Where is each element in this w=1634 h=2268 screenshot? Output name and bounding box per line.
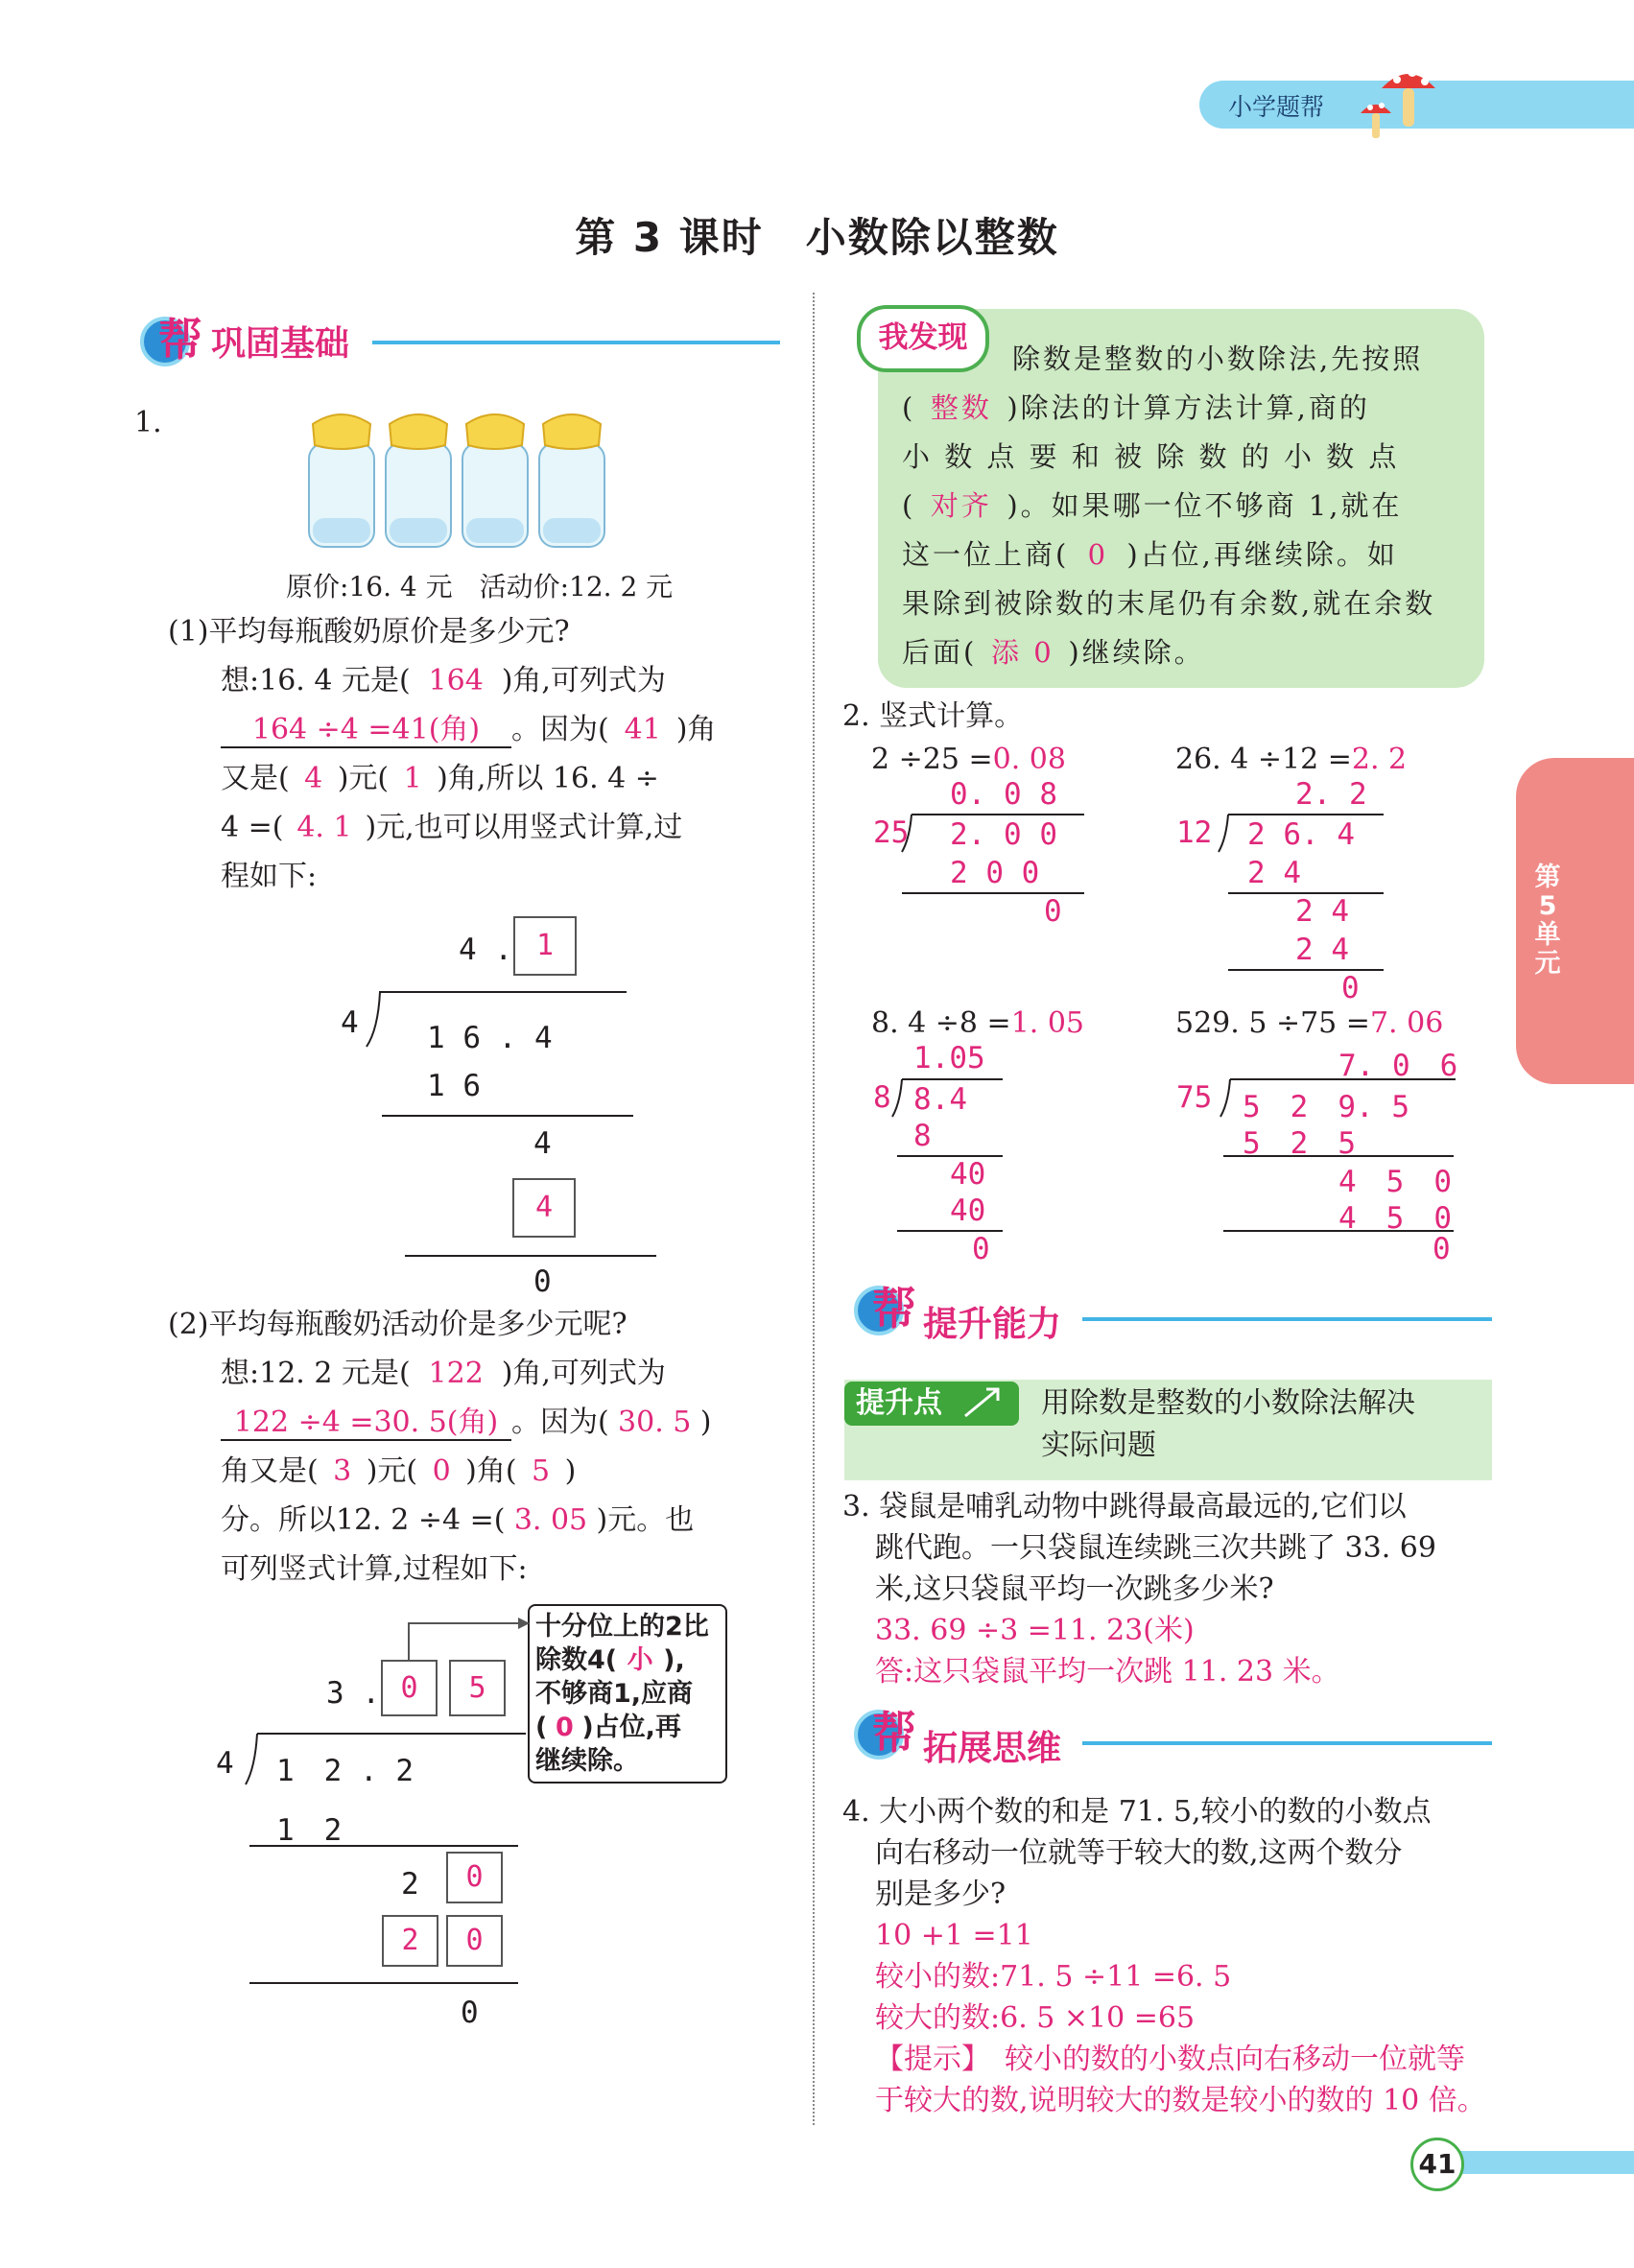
q2d-sub2: 4 5 0 xyxy=(1338,1201,1452,1236)
q2c-rem1: 40 xyxy=(950,1157,986,1192)
q2b-sub2: 2 4 xyxy=(1295,933,1349,967)
q2-title: 2. 竖式计算。 xyxy=(842,699,1024,733)
yogurt-jars-image xyxy=(305,405,612,554)
div2-dividend: 1 2 . 2 xyxy=(276,1754,414,1788)
column-divider xyxy=(813,293,815,2125)
div1-bracket xyxy=(365,991,393,1049)
skill-badge: 提升点 xyxy=(844,1382,1019,1426)
q1-p1-question: (1)平均每瓶酸奶原价是多少元? xyxy=(168,615,570,649)
div2-line1 xyxy=(249,1845,518,1847)
discover-line6: 果除到被除数的末尾仍有余数,就在余数 xyxy=(902,587,1436,620)
q2c-divisor: 8 xyxy=(873,1080,891,1115)
q1-p2-line4: 分。所以12. 2 ÷4 =( 3. 05 )元。也 xyxy=(221,1503,695,1537)
q1-p1-line3: 又是( 4 )元( 1 )角,所以 16. 4 ÷ xyxy=(221,762,659,795)
div1-line1 xyxy=(382,1115,633,1117)
q2c-expr: 8. 4 ÷8 =1. 05 xyxy=(871,1006,1085,1040)
page-number: 41 xyxy=(1410,2138,1464,2191)
q2b-divisor: 12 xyxy=(1176,815,1213,850)
brand-label: 小学题帮 xyxy=(1228,93,1325,121)
discover-line3: 小 数 点 要 和 被 除 数 的 小 数 点 xyxy=(902,440,1400,473)
q2a-quotient: 0. 0 8 xyxy=(950,777,1057,812)
div1-rem1: 4 xyxy=(533,1126,552,1161)
div2-quotient-box1: 0 xyxy=(381,1660,438,1716)
q2d-line2 xyxy=(1223,1230,1454,1232)
q2d-expr: 529. 5 ÷75 =7. 06 xyxy=(1175,1006,1444,1040)
q1-p1-line4: 4 =( 4. 1 )元,也可以用竖式计算,过 xyxy=(221,811,683,844)
section-rule xyxy=(1082,1741,1492,1745)
div1-dividend: 1 6 . 4 xyxy=(427,1021,553,1055)
q1-p2-question: (2)平均每瓶酸奶活动价是多少元呢? xyxy=(168,1308,628,1341)
div2-sub2-box1: 2 xyxy=(382,1915,438,1967)
div1-quotient-int: 4 . xyxy=(459,933,512,967)
q2b-quotient: 2. 2 xyxy=(1295,777,1367,812)
q2c-sub2: 40 xyxy=(950,1193,986,1228)
q2b-line2 xyxy=(1228,969,1384,971)
q2d-bracket xyxy=(1219,1078,1238,1119)
section-title-extend: 拓展思维 xyxy=(923,1729,1062,1768)
div2-quotient-box2: 5 xyxy=(449,1660,506,1716)
q2b-bracket xyxy=(1217,814,1236,854)
div2-sub2-box2: 0 xyxy=(446,1915,503,1967)
skill-line2: 实际问题 xyxy=(1041,1429,1156,1462)
div1-line2 xyxy=(405,1255,656,1257)
q4-hint2: 于较大的数,说明较大的数是较小的数的 10 倍。 xyxy=(875,2084,1486,2117)
skill-line1: 用除数是整数的小数除法解决 xyxy=(1041,1386,1415,1420)
section-rule xyxy=(372,341,780,344)
q2b-dividend: 2 6. 4 xyxy=(1247,817,1355,852)
discover-badge: 我发现 xyxy=(857,305,989,372)
div1-final: 0 xyxy=(533,1264,552,1299)
q1-p2-line5: 可列竖式计算,过程如下: xyxy=(221,1552,528,1586)
div2-divisor: 4 xyxy=(216,1746,234,1781)
discover-line1: 除数是整数的小数除法,先按照 xyxy=(1012,343,1424,375)
section-title-improve: 提升能力 xyxy=(923,1305,1062,1344)
q3-line2: 跳代跑。一只袋鼠连续跳三次共跳了 33. 69 xyxy=(875,1531,1436,1565)
discover-line5: 这一位上商( 0 )占位,再继续除。如 xyxy=(902,538,1398,571)
q4-line2: 向右移动一位就等于较大的数,这两个数分 xyxy=(875,1836,1403,1870)
q4-line1: 4. 大小两个数的和是 71. 5,较小的数的小数点 xyxy=(842,1795,1432,1829)
q2c-bracket xyxy=(890,1078,910,1119)
q2c-quotient: 1.05 xyxy=(913,1041,985,1075)
hint-note-box: 十分位上的2比 除数4( 小 ), 不够商1,应商 ( 0 )占位,再 继续除。 xyxy=(528,1604,727,1784)
div1-bar xyxy=(379,991,627,993)
section-mark: 帮 xyxy=(872,1707,916,1759)
div1-sub1: 1 6 xyxy=(427,1069,481,1103)
q2c-bar xyxy=(902,1078,1003,1080)
q2b-sub1: 2 4 xyxy=(1247,856,1301,890)
q1-p2-line1: 想:12. 2 元是( 122 )角,可列式为 xyxy=(221,1357,666,1390)
div1-quotient-box: 1 xyxy=(513,916,577,976)
q3-answer2: 答:这只袋鼠平均一次跳 11. 23 米。 xyxy=(875,1655,1340,1689)
div2-line2 xyxy=(249,1982,518,1984)
skill-arrow-icon xyxy=(961,1383,1004,1422)
q1-p2-line3: 角又是( 3 )元( 0 )角( 5 ) xyxy=(221,1454,577,1488)
discover-line2: ( 整数 )除法的计算方法计算,商的 xyxy=(902,391,1370,424)
q4-answer3: 较大的数:6. 5 ×10 =65 xyxy=(875,2001,1196,2035)
discover-line7: 后面( 添 0 )继续除。 xyxy=(902,636,1205,669)
div1-sub2-box: 4 xyxy=(512,1178,576,1238)
q2a-divisor: 25 xyxy=(873,815,910,850)
q1-p2-line2: 122 ÷4 =30. 5(角) 。因为( 30. 5 ) xyxy=(221,1406,711,1441)
section-mark: 帮 xyxy=(158,314,202,366)
q1-p1-line1: 想:16. 4 元是( 164 )角,可列式为 xyxy=(221,664,666,697)
q2b-rem1: 2 4 xyxy=(1295,894,1349,929)
q2d-sub1: 5 2 5 xyxy=(1243,1126,1356,1161)
q2c-rem: 0 xyxy=(972,1232,990,1266)
q2a-expr: 2 ÷25 =0. 08 xyxy=(871,743,1066,776)
q2b-expr: 26. 4 ÷12 =2. 2 xyxy=(1175,743,1408,776)
page-title: 第 3 课时 小数除以整数 xyxy=(575,214,1059,261)
q2d-rem: 0 xyxy=(1433,1232,1451,1266)
q1-p1-line5: 程如下: xyxy=(221,860,318,893)
footer-bar xyxy=(1458,2151,1634,2174)
q4-answer2: 较小的数:71. 5 ÷11 =6. 5 xyxy=(875,1960,1232,1994)
q2a-sub: 2 0 0 xyxy=(950,856,1040,890)
q2a-bar xyxy=(912,814,1084,815)
mushroom-icon xyxy=(1353,56,1458,144)
q1-p1-line2: 164 ÷4 =41(角) 。因为( 41 )角 xyxy=(221,714,716,748)
q3-answer1: 33. 69 ÷3 =11. 23(米) xyxy=(875,1614,1195,1647)
div2-bracket xyxy=(244,1733,272,1786)
q2d-rem1: 4 5 0 xyxy=(1338,1165,1452,1199)
discover-line4: ( 对齐 )。如果哪一位不够商 1,就在 xyxy=(902,489,1403,522)
q4-line3: 别是多少? xyxy=(875,1878,1006,1911)
section-title-basics: 巩固基础 xyxy=(211,324,350,364)
q2a-rem: 0 xyxy=(1044,894,1062,929)
q2d-dividend: 5 2 9. 5 xyxy=(1243,1090,1409,1124)
q2d-quotient: 7. 0 6 xyxy=(1338,1049,1458,1083)
unit-tab-label: 第5单元 xyxy=(1534,862,1561,979)
q2b-rem: 0 xyxy=(1341,971,1360,1005)
div1-divisor: 4 xyxy=(341,1005,359,1040)
q2d-divisor: 75 xyxy=(1176,1080,1213,1115)
div2-bar xyxy=(257,1733,526,1735)
q2c-dividend: 8.4 xyxy=(913,1082,967,1117)
q4-answer1: 10 +1 =11 xyxy=(875,1919,1033,1952)
div2-rem1: 2 xyxy=(401,1867,419,1902)
div2-rem1-box: 0 xyxy=(446,1852,503,1903)
section-mark: 帮 xyxy=(872,1283,916,1335)
price-caption: 原价:16. 4 元 活动价:12. 2 元 xyxy=(286,571,674,602)
q2a-dividend: 2. 0 0 xyxy=(950,817,1057,852)
q1-number: 1. xyxy=(134,406,162,439)
q4-hint1: 【提示】 较小的数的小数点向右移动一位就等 xyxy=(875,2043,1465,2076)
section-rule xyxy=(1082,1317,1492,1321)
q2c-sub1: 8 xyxy=(913,1119,932,1153)
div2-quotient-int: 3 . xyxy=(326,1676,380,1711)
q3-line1: 3. 袋鼠是哺乳动物中跳得最高最远的,它们以 xyxy=(842,1490,1407,1524)
q2d-bar xyxy=(1230,1078,1456,1080)
q2b-bar xyxy=(1228,814,1384,815)
div2-final: 0 xyxy=(461,1996,479,2030)
q3-line3: 米,这只袋鼠平均一次跳多少米? xyxy=(875,1572,1274,1606)
div2-sub1: 1 2 xyxy=(276,1813,343,1848)
